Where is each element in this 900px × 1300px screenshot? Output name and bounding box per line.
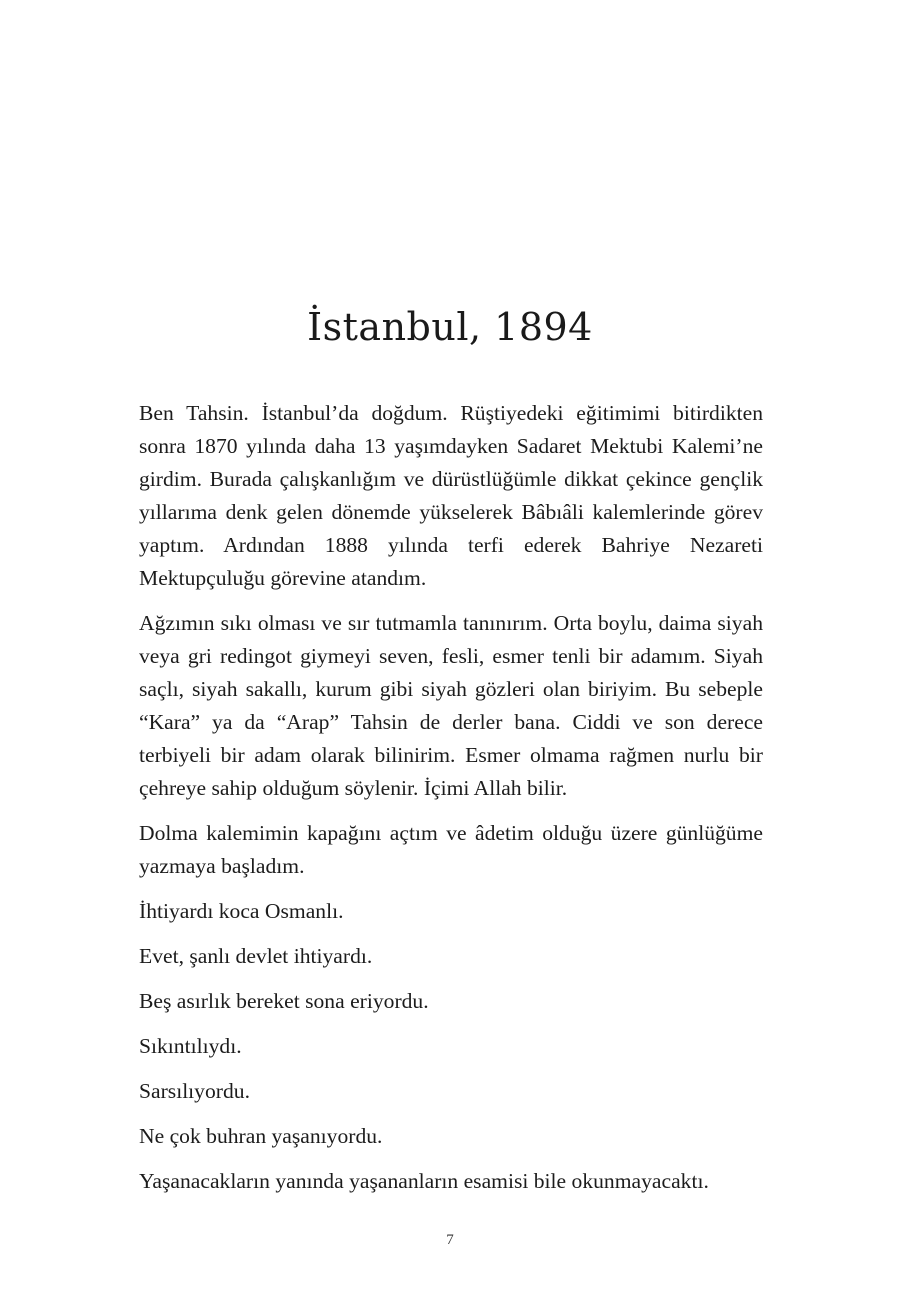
paragraph: Ne çok buhran yaşanıyordu. [139,1124,383,1148]
paragraph: Ben Tahsin. İstanbul’da doğdum. Rüştiyedeki eğitimimi bitirdikten sonra 1870 yılında daha 13 yaşımdayken Sadaret Mektubi Kalemi’ne girdim. Burada çalışkanlığım ve dürüstlüğümle dikkat çekince gençlik yıllarıma denk gelen dönemde yükselerek Bâbıâli kalemlerinde görev yaptım. Ardından 1888 yılında terfi ederek Bahriye Nezareti Mektupçuluğu görevine atandım. [139,401,763,590]
paragraph: Evet, şanlı devlet ihtiyardı. [139,944,373,968]
paragraph: Dolma kalemimin kapağını açtım ve âdetim olduğu üzere günlüğüme yazmaya başladım. [139,821,763,878]
paragraph: Beş asırlık bereket sona eriyordu. [139,989,429,1013]
paragraph: Yaşanacakların yanında yaşananların esamisi bile okunmayacaktı. [139,1169,709,1193]
paragraph: Sarsılıyordu. [139,1079,250,1103]
paragraph: Sıkıntılıydı. [139,1034,242,1058]
chapter-title: İstanbul, 1894 [307,305,593,349]
body-text [139,397,763,1210]
paragraph: Ağzımın sıkı olması ve sır tutmamla tanınırım. Orta boylu, daima siyah veya gri redingot giymeyi seven, fesli, esmer tenli bir adamım. Siyah saçlı, siyah sakallı, kurum gibi siyah gözleri olan biriyim. Bu sebeple “Kara” ya da “Arap” Tahsin de derler bana. Ciddi ve son derece terbiyeli bir adam olarak bilinirim. Esmer olmama rağmen nurlu bir çehreye sahip olduğum söylenir. İçimi Allah bilir. [139,611,763,800]
paragraph: İhtiyardı koca Osmanlı. [139,899,344,923]
page-number: 7 [446,1232,454,1248]
